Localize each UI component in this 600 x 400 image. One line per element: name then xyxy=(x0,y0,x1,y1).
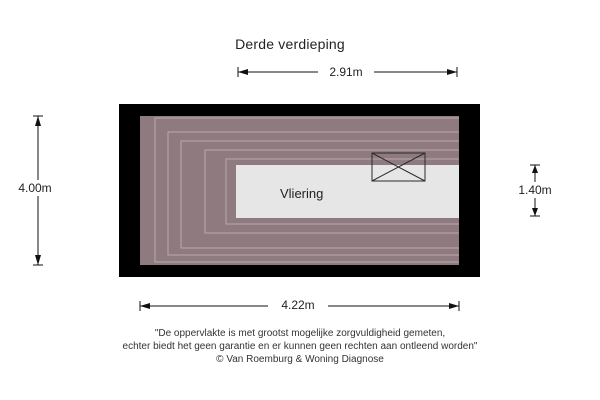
copyright-notice: © Van Roemburg & Woning Diagnose xyxy=(216,354,384,365)
room-vliering xyxy=(236,165,459,218)
dimension-right-label: 1.40m xyxy=(518,183,552,197)
dimension-left-label: 4.00m xyxy=(18,181,52,195)
dimension-top-label: 2.91m xyxy=(329,65,363,79)
disclaimer-line-1: "De oppervlakte is met grootst mogelijke zorgvuldigheid gemeten, xyxy=(154,328,446,339)
disclaimer-line-2: echter biedt het geen garantie en er kunnen geen rechten aan ontleend worden" xyxy=(122,341,478,352)
floor-title: Derde verdieping xyxy=(235,36,345,52)
room-label: Vliering xyxy=(280,186,324,201)
disclaimer xyxy=(0,327,600,366)
dimension-bottom-label: 4.22m xyxy=(281,298,315,312)
